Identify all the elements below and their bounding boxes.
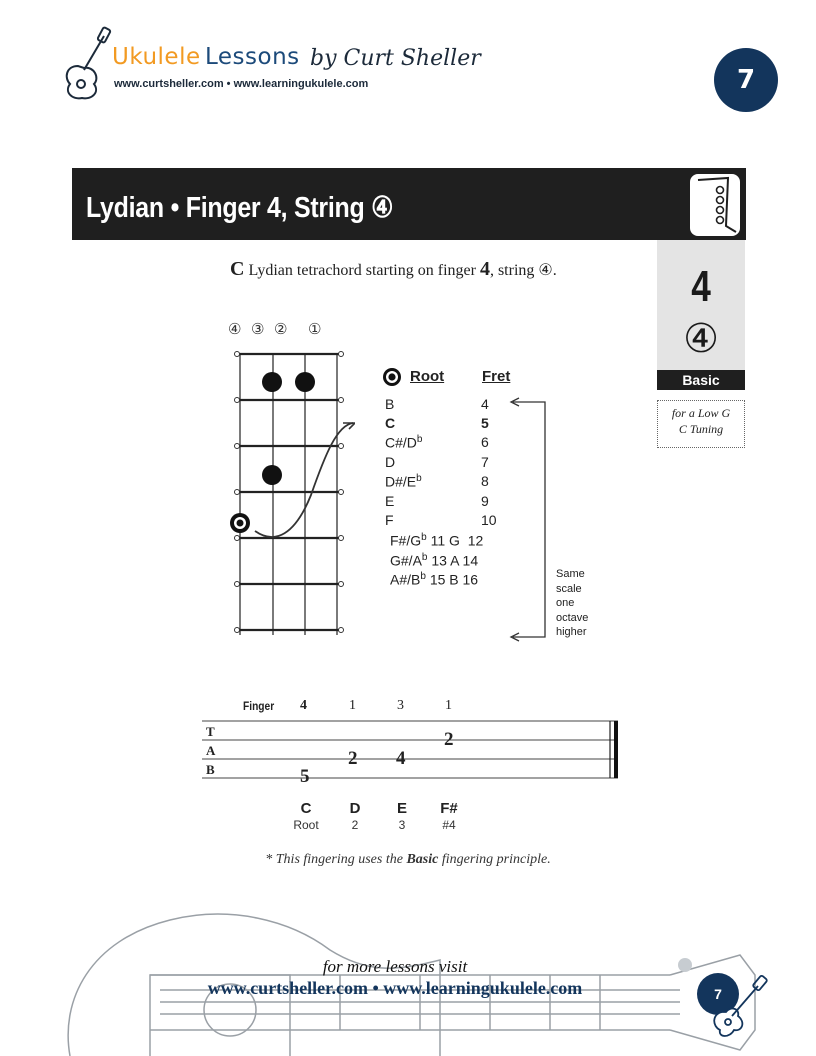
string-label: ④ (228, 320, 242, 338)
finger-dot (262, 465, 282, 485)
fret-column-header: Fret (482, 368, 511, 385)
fret-value: 6 (481, 434, 489, 450)
scale-degree: 3 (398, 818, 406, 832)
tab-letter: A (206, 743, 216, 758)
logo-lessons-text: Lessons (205, 44, 300, 70)
higher-octave-row (390, 552, 478, 569)
root-column-header: Root (410, 368, 445, 385)
footnote-part: fingering principle. (438, 852, 551, 867)
flat-sup: b (421, 552, 428, 563)
note-name (385, 493, 394, 509)
note-text: B (449, 571, 459, 588)
footnote-part: * This fingering uses the (265, 852, 407, 867)
note-name (385, 473, 422, 490)
tuning-note (657, 400, 745, 448)
note-name (385, 434, 422, 451)
scale-degree: #4 (442, 818, 456, 832)
fret-value: 12 (467, 532, 484, 549)
footer-text: for more lessons visit (322, 957, 468, 976)
scale-note: C (300, 800, 312, 817)
fret-value: 16 (462, 571, 479, 588)
fret-value: 8 (481, 473, 489, 489)
finger-number: 1 (445, 698, 452, 713)
side-fret-number: 4 (691, 262, 711, 311)
footnote (0, 852, 816, 868)
fretboard-frets (237, 354, 341, 630)
intro-key: C (230, 258, 245, 280)
page-title: Lydian • Finger 4, String ④ (86, 192, 394, 224)
note-text: C#/D (385, 434, 417, 451)
higher-octave-row (390, 571, 478, 588)
note-text: F (385, 512, 394, 528)
higher-octave-row (390, 532, 483, 549)
basic-badge: Basic (657, 370, 745, 390)
note-text: B (385, 396, 395, 412)
tuning-line: C Tuning (678, 422, 724, 436)
footer-page-badge: 7 (697, 973, 739, 1015)
tuning-line: for a Low G (671, 406, 731, 420)
flat-sup: b (416, 434, 423, 445)
tab-letter: T (206, 724, 215, 739)
footnote-emphasis: Basic (406, 852, 439, 867)
finger-dot (295, 372, 315, 392)
string-label: ② (274, 320, 288, 338)
higher-octave-note (556, 567, 588, 640)
intro-text (230, 258, 557, 281)
fret-value: 5 (481, 415, 489, 431)
footer-urls: www.curtsheller.com • www.learningukulele.com (207, 978, 583, 998)
string-label: ③ (251, 320, 265, 338)
ukulele-logo-icon (60, 26, 116, 102)
header-urls: www.curtsheller.com • www.learningukulele.com (114, 78, 369, 90)
ukulele-icon (708, 972, 774, 1038)
tab-staff (200, 718, 625, 784)
scale-note: D (349, 800, 361, 817)
scale-note: E (396, 800, 407, 817)
note-name (385, 415, 395, 431)
note-line: higher (556, 626, 587, 638)
headstock-icon (690, 174, 740, 236)
note-text: C (385, 415, 396, 431)
note-text: E (385, 493, 395, 509)
finger-number: 4 (300, 698, 307, 713)
tab-fret-number: 2 (444, 729, 454, 750)
flat-sup: b (421, 532, 427, 543)
fret-value: 4 (481, 396, 489, 412)
tab-letter: B (206, 762, 215, 777)
root-marker-icon (382, 367, 402, 387)
note-line: one (556, 597, 575, 609)
note-text: F#/G (390, 532, 422, 549)
intro-part: , string ④. (489, 262, 557, 279)
tab-fret-number: 5 (300, 766, 310, 787)
scale-degree: 2 (351, 818, 359, 832)
note-text: D (385, 454, 396, 470)
note-text: G (449, 532, 460, 549)
fretboard-strings (240, 353, 337, 635)
fret-value: 15 (429, 571, 446, 588)
note-name (385, 454, 395, 470)
note-name (385, 396, 394, 412)
flat-sup: b (416, 473, 422, 484)
scale-note: F# (440, 800, 458, 817)
scale-degree: Root (293, 818, 319, 832)
intro-finger: 4 (479, 258, 490, 280)
fret-value: 13 (431, 552, 447, 569)
root-dot (230, 513, 250, 533)
tab-fret-number: 4 (396, 748, 406, 769)
note-text: D#/E (385, 473, 417, 490)
note-name (385, 512, 394, 528)
note-text: A (450, 552, 459, 569)
intro-part: Lydian tetrachord starting on finger (244, 262, 480, 279)
octave-bracket (505, 395, 550, 645)
note-text: A#/B (390, 571, 421, 588)
finger-number: 3 (397, 698, 404, 713)
note-line: octave (556, 611, 589, 624)
tab-fret-number: 2 (348, 748, 358, 769)
logo-author: by Curt Sheller (310, 46, 481, 71)
note-text: G#/A (390, 552, 422, 569)
fretboard-diagram (225, 345, 355, 645)
fret-value: 10 (481, 512, 497, 528)
finger-label: Finger (243, 699, 275, 713)
note-line: scale (556, 582, 582, 595)
fret-value: 7 (481, 454, 489, 470)
page-number-badge: 7 (714, 48, 778, 112)
string-label: ① (308, 320, 322, 338)
finger-dot (262, 372, 282, 392)
side-string-number: ④ (683, 316, 719, 362)
flat-sup: b (420, 571, 426, 582)
fret-value: 9 (481, 493, 489, 509)
logo-ukulele-text: Ukulele (112, 44, 201, 70)
note-line: Same (556, 568, 585, 580)
fret-value: 14 (462, 552, 479, 569)
finger-number: 1 (349, 698, 356, 713)
fret-value: 11 (430, 532, 446, 549)
